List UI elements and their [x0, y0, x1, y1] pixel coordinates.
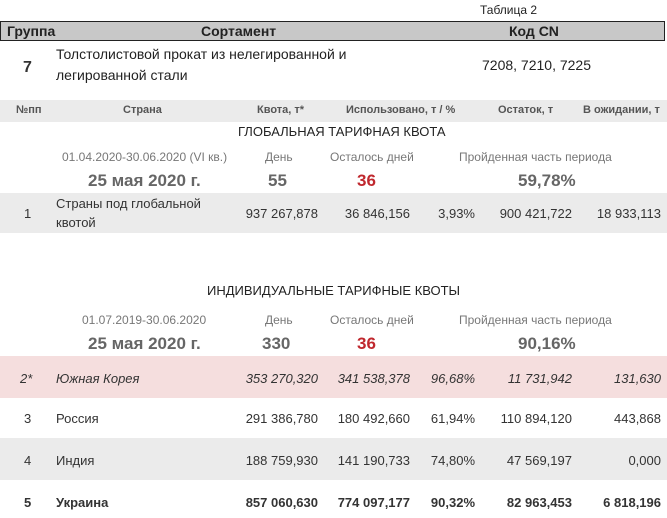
- row-country: Индия: [56, 453, 95, 468]
- global-title: ГЛОБАЛЬНАЯ ТАРИФНАЯ КВОТА: [238, 124, 446, 139]
- row-num: 2*: [20, 371, 33, 386]
- row-used: 180 492,660: [337, 411, 410, 426]
- row-used: 36 846,156: [344, 206, 410, 221]
- row-quota: 188 759,930: [245, 453, 318, 468]
- table-header: [0, 21, 665, 41]
- global-days-left-label: Осталось дней: [330, 150, 414, 164]
- col-pending: В ожидании, т: [583, 104, 660, 116]
- column-header-row: [0, 100, 667, 122]
- row-country: Южная Корея: [56, 371, 140, 386]
- row-pending: 443,868: [614, 411, 661, 426]
- row-used: 341 538,378: [337, 371, 410, 386]
- row-remaining: 82 963,453: [506, 495, 572, 510]
- individual-day: 330: [262, 334, 291, 353]
- row-pct: 90,32%: [430, 495, 475, 510]
- row-country-line1: Страны под глобальной: [56, 196, 201, 211]
- global-day-label: День: [265, 150, 293, 164]
- row-pending: 0,000: [628, 453, 661, 468]
- row-used: 774 097,177: [337, 495, 410, 510]
- row-remaining: 110 894,120: [500, 411, 572, 426]
- individual-progress-label: Пройденная часть периода: [459, 313, 612, 327]
- global-progress-label: Пройденная часть периода: [459, 150, 612, 164]
- individual-days-left-label: Осталось дней: [330, 313, 414, 327]
- row-pending: 6 818,196: [603, 495, 661, 510]
- col-quota: Квота, т*: [257, 104, 305, 116]
- row-quota: 291 386,780: [245, 411, 318, 426]
- individual-progress: 90,16%: [518, 334, 576, 353]
- col-num: №пп: [16, 104, 42, 116]
- row-used: 141 190,733: [337, 453, 410, 468]
- global-days-left: 36: [357, 171, 376, 190]
- row-num: 1: [24, 206, 32, 221]
- col-used: Использовано, т / %: [346, 104, 456, 116]
- row-quota: 857 060,630: [245, 495, 318, 510]
- row-country-line2: квотой: [56, 215, 96, 230]
- product-description-line2: легированной стали: [56, 67, 188, 83]
- header-assortment: Сортамент: [201, 23, 277, 39]
- global-day: 55: [268, 171, 287, 190]
- table-label: Таблица 2: [480, 3, 538, 17]
- individual-period: 01.07.2019-30.06.2020: [82, 313, 207, 327]
- product-group: 7: [23, 59, 32, 76]
- individual-title: ИНДИВИДУАЛЬНЫЕ ТАРИФНЫЕ КВОТЫ: [207, 283, 461, 298]
- row-num: 4: [24, 453, 32, 468]
- row-pending: 18 933,113: [596, 206, 661, 221]
- header-group: Группа: [7, 23, 56, 39]
- row-pct: 96,68%: [430, 371, 475, 386]
- row-pct: 3,93%: [438, 206, 475, 221]
- header-code: Код CN: [509, 23, 559, 39]
- col-remaining: Остаток, т: [498, 104, 554, 116]
- global-period: 01.04.2020-30.06.2020 (VI кв.): [62, 150, 228, 164]
- row-num: 5: [24, 495, 32, 510]
- row-pending: 131,630: [614, 371, 661, 386]
- row-country: Украина: [56, 495, 109, 510]
- row-pct: 74,80%: [430, 453, 475, 468]
- individual-date: 25 мая 2020 г.: [88, 334, 201, 353]
- row-country: Россия: [56, 411, 99, 426]
- individual-days-left: 36: [357, 334, 376, 353]
- row-pct: 61,94%: [430, 411, 475, 426]
- global-progress: 59,78%: [518, 171, 576, 190]
- global-date: 25 мая 2020 г.: [88, 171, 201, 190]
- product-codes: 7208, 7210, 7225: [482, 57, 591, 73]
- row-remaining: 47 569,197: [506, 453, 572, 468]
- row-remaining: 900 421,722: [499, 206, 572, 221]
- row-num: 3: [24, 411, 32, 426]
- row-quota: 937 267,878: [245, 206, 318, 221]
- product-description-line1: Толстолистовой прокат из нелегированной и: [56, 46, 347, 62]
- row-quota: 353 270,320: [245, 371, 318, 386]
- row-remaining: 11 731,942: [507, 371, 572, 386]
- col-country: Страна: [123, 104, 162, 116]
- individual-day-label: День: [265, 313, 293, 327]
